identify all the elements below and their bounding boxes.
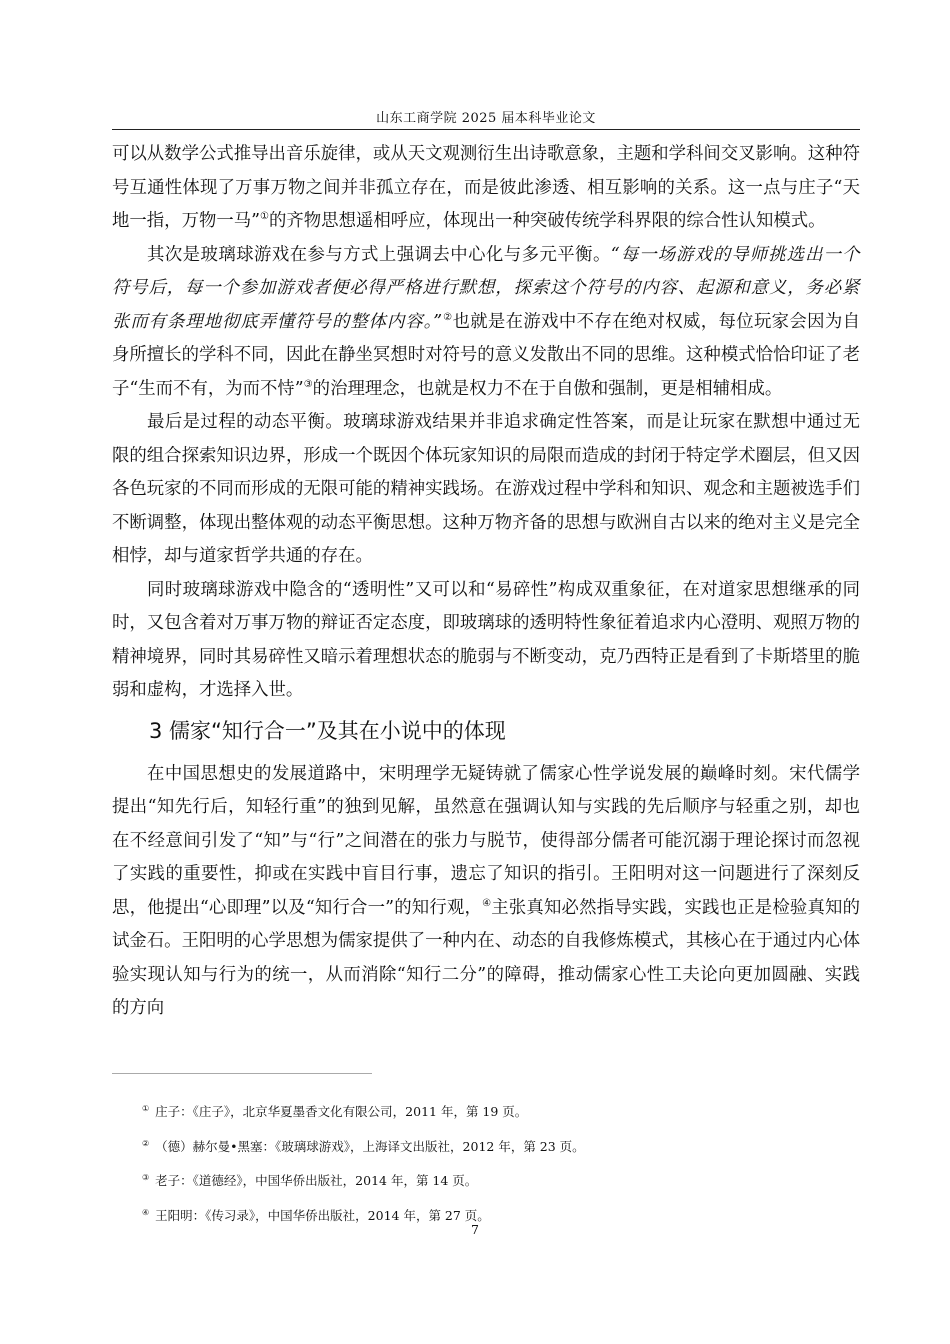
running-header: 山东工商学院 2025 届本科毕业论文 <box>376 111 596 126</box>
footnote-ref-4[interactable]: ④ <box>482 897 492 909</box>
footnote-divider <box>112 1073 372 1074</box>
paragraph-wang-yangming: 在中国思想史的发展道路中，宋明理学无疑铸就了儒家心性学说发展的巅峰时刻。宋代儒学提出“知先行后，知轻行重”的独到见解，虽然意在强调认知与实践的先后顺序与轻重之别，却也在不经意间引发了“知”与“行”之间潜在的张力与脱节，使得部分儒者可能沉溺于理论探讨而忽视了实践的重要性，抑或在实践中盲目行事，遗忘了知识的指引。王阳明对这一问题进行了深刻反思，他提出“心即理”以及“知行合一”的知行观，④主张真知必然指导实践，实践也正是检验真知的试金石。王阳明的心学思想为儒家提供了一种内在、动态的自我修炼模式，其核心在于通过内心体验实现认知与行为的统一，从而消除“知行二分”的障碍，推动儒家心性工夫论向更加圆融、实践的方向 <box>112 763 860 1018</box>
block-quote: “每一场游戏的导师挑选出一个符号后，每一个参加游戏者便必得严格进行默想，探索这个符号的内容、起源和意义，务必紧张而有条理地彻底弄懂符号的整体内容。” <box>112 244 860 332</box>
footnote-ref-1[interactable]: ① <box>260 211 269 222</box>
paragraph-continuation: 可以从数学公式推导出音乐旋律，或从天文观测衍生出诗歌意象，主题和学科间交叉影响。这种符号互通性体现了万事万物之间并非孤立存在，而是彼此渗透、相互影响的关系。这一点与庄子“天地一指，万物一马”①的齐物思想遥相呼应，体现出一种突破传统学科界限的综合性认知模式。 <box>112 144 860 231</box>
footnote-2: ② （德）赫尔曼•黑塞：《玻璃球游戏》，上海译文出版社，2012 年，第 23 页。 <box>142 1138 585 1154</box>
paragraph-transparency: 同时玻璃球游戏中隐含的“透明性”又可以和“易碎性”构成双重象征，在对道家思想继承的同时，又包含着对万事万物的辩证否定态度，即玻璃球的透明特性象征着追求内心澄明、观照万物的精神境界，同时其易碎性又暗示着理想状态的脆弱与不断变动，克乃西特正是看到了卡斯塔里的脆弱和虚构，才选择入世。 <box>112 579 860 700</box>
footnote-1: ① 庄子：《庄子》，北京华夏墨香文化有限公司，2011 年，第 19 页。 <box>142 1104 528 1119</box>
footnote-3: ③ 老子：《道德经》，中国华侨出版社，2014 年，第 14 页。 <box>142 1173 478 1188</box>
paragraph-dynamic-balance: 最后是过程的动态平衡。玻璃球游戏结果并非追求确定性答案，而是让玩家在默想中通过无限的组合探索知识边界，形成一个既因个体玩家知识的局限而造成的封闭于特定学术圈层，但又因各色玩家的不同而形成的无限可能的精神实践场。在游戏过程中学科和知识、观念和主题被选手们不断调整，体现出整体观的动态平衡思想。这种万物齐备的思想与欧洲自古以来的绝对主义是完全相悖，却与道家哲学共通的存在。 <box>112 412 860 566</box>
paragraph-decentralization: 其次是玻璃球游戏在参与方式上强调去中心化与多元平衡。“每一场游戏的导师挑选出一个符号后，每一个参加游戏者便必得严格进行默想，探索这个符号的内容、起源和意义，务必紧张而有条理地彻底弄懂符号的整体内容。”②也就是在游戏中不存在绝对权威，每位玩家会因为自身所擅长的学科不同，因此在静坐冥想时对符号的意义发散出不同的思维。这种模式恰恰印证了老子“生而不有，为而不恃”③的治理理念，也就是权力不在于自傲和强制，更是相辅相成。 <box>112 244 861 399</box>
footnote-ref-3[interactable]: ③ <box>303 378 313 390</box>
section-heading: 3 儒家“知行合一”及其在小说中的体现 <box>149 718 506 743</box>
footnotes <box>142 1093 842 1231</box>
footnote-4: ④ 王阳明：《传习录》，中国华侨出版社，2014 年，第 27 页。 <box>142 1207 490 1223</box>
body-text <box>112 138 860 1026</box>
page-number: 7 <box>471 1222 479 1237</box>
footnote-ref-2[interactable]: ② <box>442 311 453 323</box>
header-divider <box>112 129 860 130</box>
